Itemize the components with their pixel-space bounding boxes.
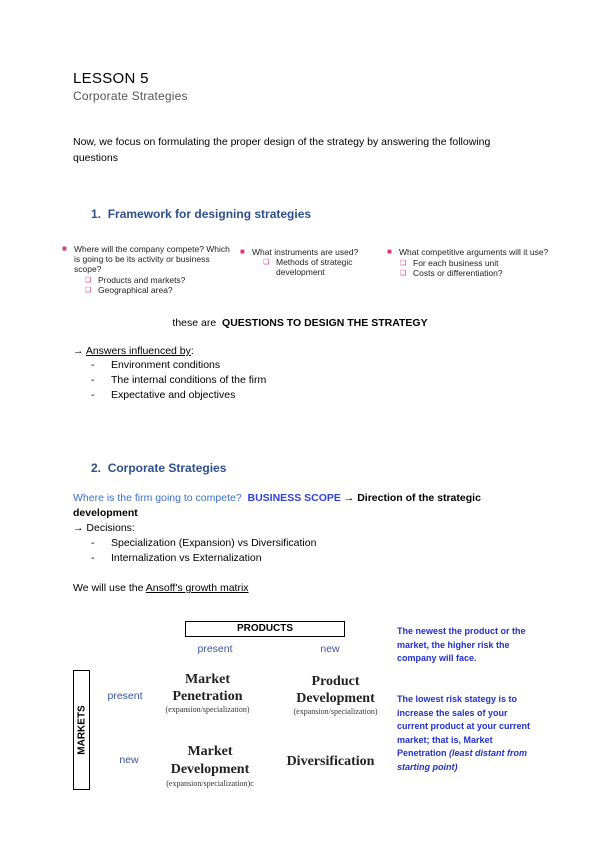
square-bullet-icon: ■ [240, 247, 245, 256]
markets-present: present [107, 690, 143, 702]
checkbox-bullet-icon: ❑ [263, 259, 270, 266]
compete-line [73, 491, 533, 521]
list-item-text: Expectative and objectives [111, 389, 236, 401]
intro-paragraph: Now, we focus on formulating the proper design of the strategy by answering the following questions [73, 136, 491, 164]
arrow-icon: → [343, 492, 355, 504]
checkbox-bullet-icon: ❑ [85, 287, 92, 294]
square-bullet-icon: ■ [387, 247, 392, 256]
markets-header-box [73, 670, 90, 790]
products-present: present [197, 643, 233, 655]
business-scope: BUSINESS SCOPE [247, 492, 341, 504]
markets-new: new [119, 754, 139, 766]
questions-caption [0, 316, 600, 331]
list-item: - The internal conditions of the firm [91, 374, 267, 386]
decisions-label: → Decisions: [73, 522, 135, 534]
side-note-lowest-risk [397, 693, 532, 774]
list-item: - Specialization (Expansion) vs Diversification [91, 537, 317, 549]
direction-text-2: development [73, 507, 138, 519]
cell-note: (expansion/specialization)c [166, 779, 254, 788]
list-item-text: Environment conditions [111, 359, 221, 371]
side-note-text: The lowest risk stategy is to increase the sales of your current product at your current market; that is, [397, 694, 531, 745]
answers-colon: : [190, 345, 194, 357]
section1-number: 1. [91, 207, 102, 221]
square-bullet-icon: ■ [62, 244, 67, 253]
answers-list [91, 358, 266, 403]
section1-title: Framework for designing strategies [107, 207, 312, 221]
lesson-title: LESSON 5 [73, 70, 149, 87]
cell-line: Product [311, 674, 360, 689]
checkbox-bullet-icon: ❑ [85, 277, 92, 284]
caption-prefix: these are [172, 317, 217, 329]
list-item-text: Internalization vs Externalization [111, 552, 262, 564]
cell-market-development [150, 743, 270, 788]
cell-line: Diversification [286, 754, 375, 769]
compete-question: Where is the firm going to compete? [73, 492, 242, 504]
ansoff-line [73, 581, 249, 596]
cell-line: Penetration [172, 689, 243, 704]
markets-header: MARKETS [76, 705, 87, 755]
question-text: What instruments are used? [252, 247, 359, 257]
cell-note: (expansion/specialization) [165, 705, 250, 714]
question-col-3 [387, 247, 559, 278]
answers-label-text: Answers influenced by [85, 345, 191, 357]
question-col-1 [62, 244, 234, 295]
products-header: PRODUCTS [185, 621, 345, 637]
side-note-risk: The newest the product or the market, the higher risk the company will face. [397, 626, 526, 663]
section2-title: Corporate Strategies [107, 461, 227, 475]
cell-line: Market [184, 672, 231, 687]
lesson-subtitle: Corporate Strategies [73, 89, 188, 103]
question-text: What competitive arguments will it use? [399, 247, 549, 257]
arrow-icon: → [73, 345, 84, 357]
checkbox-bullet-icon: ❑ [400, 270, 407, 277]
cell-line: Development [170, 762, 250, 777]
question-text: Where will the company compete? Which is going to be its activity or business scope? [74, 244, 230, 274]
decisions-list [91, 536, 316, 566]
side-note-bold: Market Penetration [397, 734, 493, 758]
list-item: - Environment conditions [91, 359, 221, 371]
question-item: For each business unit [413, 258, 499, 268]
section2-heading [91, 461, 226, 475]
list-item-text: The internal conditions of the firm [111, 374, 267, 386]
answers-label [73, 344, 194, 359]
ansoff-link[interactable]: Ansoff's growth matrix [145, 582, 249, 594]
question-item: Methods of strategic development [276, 257, 353, 277]
question-item: Geographical area? [98, 285, 173, 295]
list-item: - Internalization vs Externalization [91, 552, 262, 564]
cell-note: (expansion/specialization) [293, 707, 378, 716]
checkbox-bullet-icon: ❑ [400, 260, 407, 267]
side-note-italic: (least distant from starting point) [397, 748, 528, 772]
cell-product-development [278, 673, 393, 716]
cell-diversification [278, 753, 383, 770]
cell-market-penetration [150, 671, 265, 714]
products-new: new [320, 643, 340, 655]
list-item-text: Specialization (Expansion) vs Diversification [111, 537, 317, 549]
cell-line: Market [187, 744, 233, 759]
ansoff-prefix: We will use the [73, 582, 146, 594]
question-col-2 [240, 247, 377, 277]
question-item: Costs or differentiation? [413, 268, 503, 278]
section2-number: 2. [91, 461, 102, 475]
caption-bold: QUESTIONS TO DESIGN THE STRATEGY [222, 317, 428, 329]
list-item: - Expectative and objectives [91, 389, 236, 401]
question-item: Products and markets? [98, 275, 186, 285]
direction-text-1: Direction of the strategic [357, 492, 481, 504]
section1-heading [91, 207, 311, 221]
cell-line: Development [296, 691, 375, 706]
